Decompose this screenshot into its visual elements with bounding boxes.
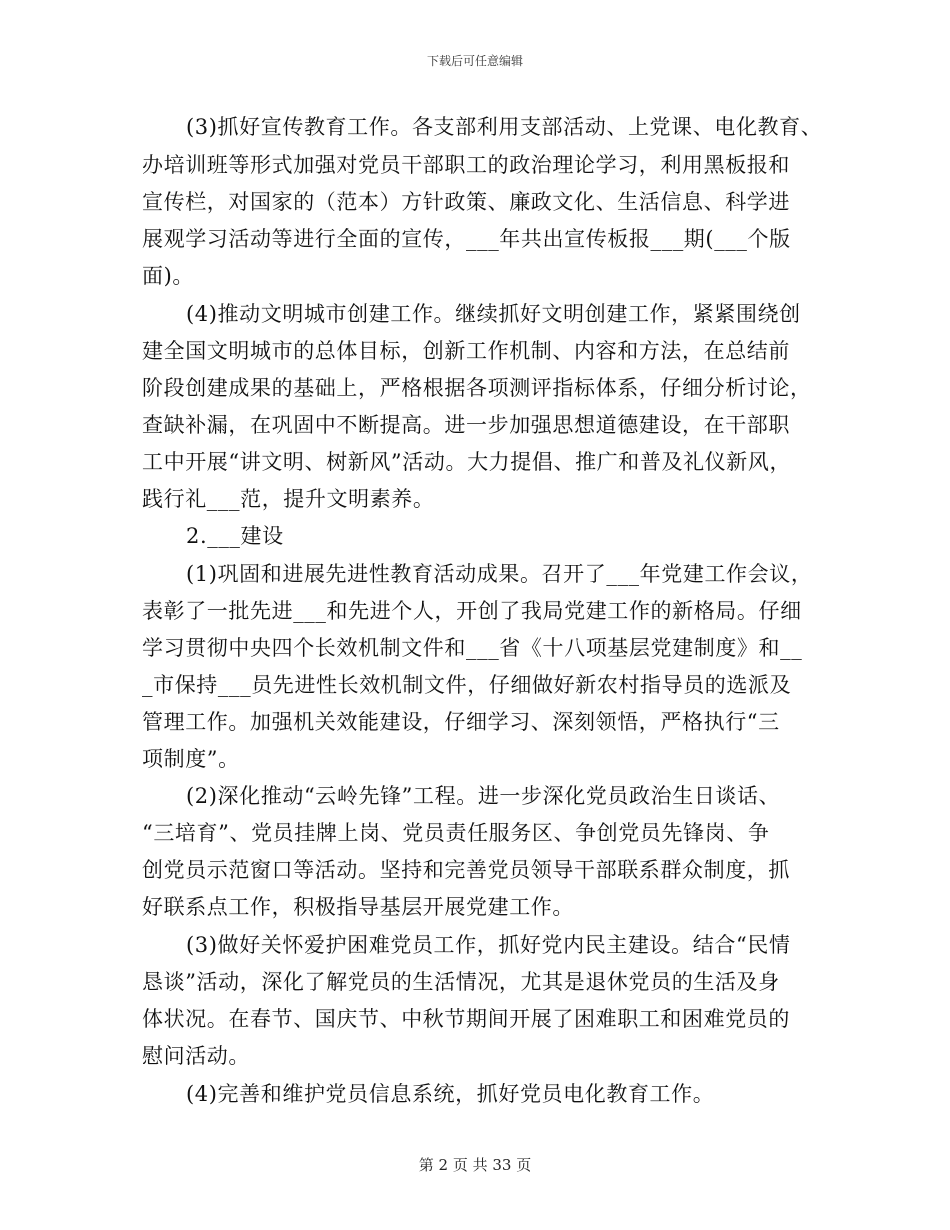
text-line: (1)巩固和进展先进性教育活动成果。召开了___年党建工作会议， — [186, 562, 813, 586]
text-line: (2)深化推动“云岭先锋”工程。进一步深化党员政治生日谈话、 — [186, 784, 781, 808]
section-heading: 2.___建设 — [186, 524, 284, 548]
text-line: 慰问活动。 — [142, 1044, 250, 1068]
text-line: 查缺补漏，在巩固中不断提高。进一步加强思想道德建设，在干部职 — [142, 413, 790, 437]
page-number-footer: 第 2 页 共 33 页 — [418, 1156, 532, 1174]
text-line: 管理工作。加强机关效能建设，仔细学习、深刻领悟，严格执行“三 — [142, 710, 780, 734]
text-line: 体状况。在春节、国庆节、中秋节期间开展了困难职工和困难党员的 — [142, 1007, 790, 1031]
text-line: 项制度”。 — [142, 747, 240, 771]
text-line: 建全国文明城市的总体目标，创新工作机制、内容和方法，在总结前 — [142, 339, 790, 363]
text-line: 工中开展“讲文明、树新风”活动。大力提倡、推广和普及礼仪新风， — [142, 450, 792, 474]
text-line: (3)抓好宣传教育工作。各支部利用支部活动、上党课、电化教育、 — [186, 115, 823, 139]
text-line: 表彰了一批先进___和先进个人，开创了我局党建工作的新格局。仔细 — [142, 599, 802, 623]
text-line: 宣传栏，对国家的（范本）方针政策、廉政文化、生活信息、科学进 — [142, 190, 790, 214]
text-line: 好联系点工作，积极指导基层开展党建工作。 — [142, 895, 574, 919]
text-line: _市保持___员先进性长效机制文件，仔细做好新农村指导员的选派及 — [142, 673, 792, 697]
page-header: 下载后可任意编辑 — [426, 54, 523, 68]
text-line: 践行礼___范，提升文明素养。 — [142, 487, 435, 511]
text-line: 面)。 — [142, 264, 194, 288]
text-line: (3)做好关怀爱护困难党员工作，抓好党内民主建设。结合“民情 — [186, 933, 791, 957]
text-line: “三培育”、党员挂牌上岗、党员责任服务区、争创党员先锋岗、争 — [142, 821, 770, 845]
text-line: 学习贯彻中央四个长效机制文件和___省《十八项基层党建制度》和__ — [142, 636, 803, 660]
text-line: (4)完善和维护党员信息系统，抓好党员电化教育工作。 — [186, 1082, 715, 1106]
text-line: 办培训班等形式加强对党员干部职工的政治理论学习，利用黑板报和 — [142, 153, 790, 177]
text-line: 阶段创建成果的基础上，严格根据各项测评指标体系，仔细分析讨论， — [142, 376, 812, 400]
text-line: 展观学习活动等进行全面的宣传，___年共出宣传板报___期(___个版 — [142, 227, 791, 251]
text-line: (4)推动文明城市创建工作。继续抓好文明创建工作，紧紧围绕创 — [186, 302, 801, 326]
text-line: 恳谈”活动，深化了解党员的生活情况，尤其是退休党员的生活及身 — [142, 970, 780, 994]
text-line: 创党员示范窗口等活动。坚持和完善党员领导干部联系群众制度，抓 — [142, 858, 790, 882]
